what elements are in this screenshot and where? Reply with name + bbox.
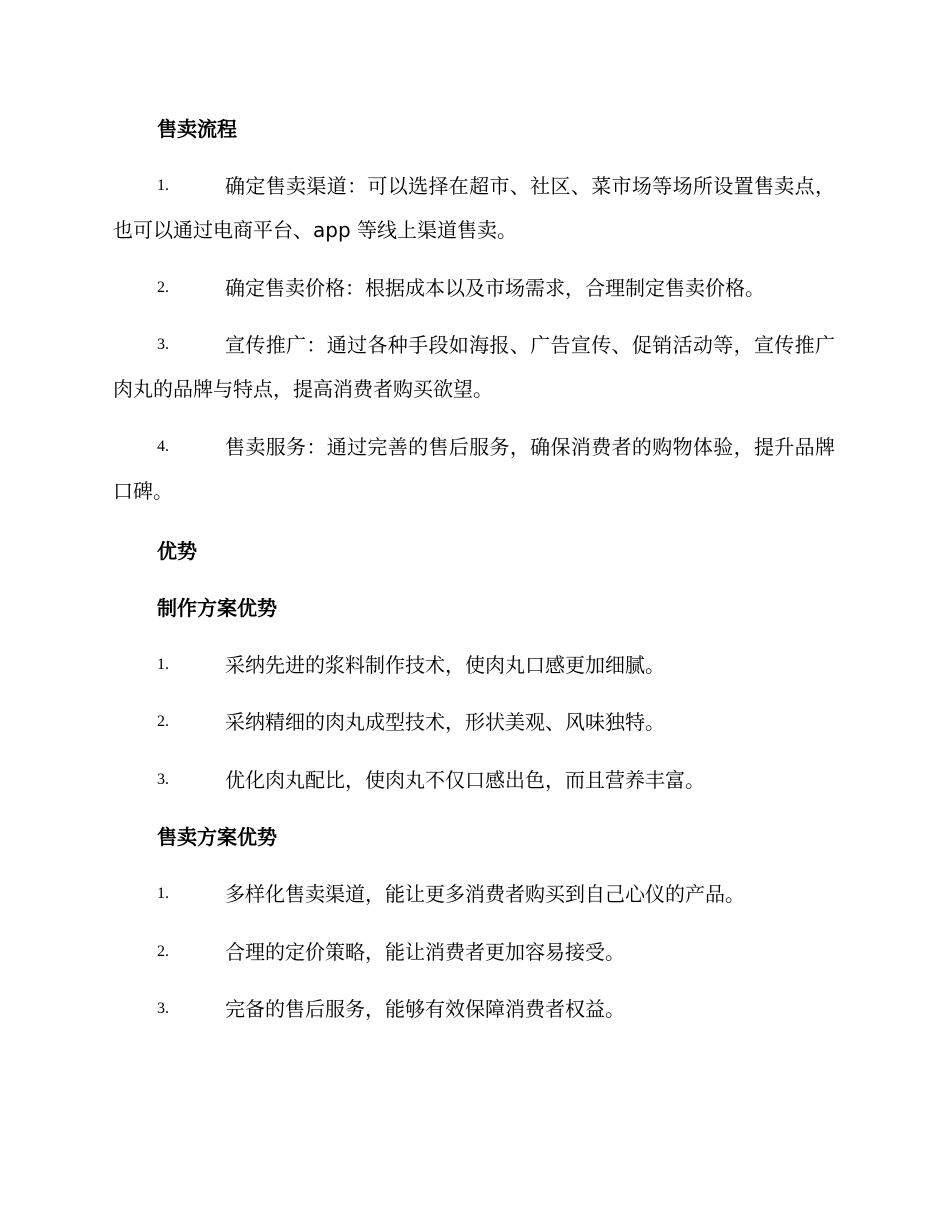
list-item-number: 3. — [157, 771, 169, 788]
list-item-text: 宣传推广：通过各种手段如海报、广告宣传、促销活动等，宣传推广肉丸的品牌与特点，提高消费者购买欲望。 — [113, 333, 835, 401]
list-item-number: 3. — [157, 1000, 169, 1017]
list-item-text: 确定售卖价格：根据成本以及市场需求，合理制定售卖价格。 — [225, 276, 765, 300]
list-item — [113, 872, 835, 916]
list-item — [113, 643, 835, 687]
list-item-number: 1. — [157, 177, 169, 194]
list-item-number: 1. — [157, 656, 169, 673]
list-item — [113, 700, 835, 744]
list-item-text: 多样化售卖渠道，能让更多消费者购买到自己心仪的产品。 — [225, 882, 745, 906]
list-item — [113, 930, 835, 974]
list-item-text: 完备的售后服务，能够有效保障消费者权益。 — [225, 997, 625, 1021]
list-item-text: 优化肉丸配比，使肉丸不仅口感出色，而且营养丰富。 — [225, 768, 705, 792]
list-item-number: 2. — [157, 713, 169, 730]
list-item-number: 2. — [157, 279, 169, 296]
list-item — [113, 758, 835, 802]
list-item-number: 1. — [157, 885, 169, 902]
list-item — [113, 266, 835, 310]
list-item-text: 采纳先进的浆料制作技术，使肉丸口感更加细腻。 — [225, 653, 665, 677]
list-item-number: 2. — [157, 943, 169, 960]
section-heading-advantages: 优势 — [157, 539, 197, 563]
list-item — [113, 323, 835, 411]
list-item-text: 合理的定价策略，能让消费者更加容易接受。 — [225, 940, 625, 964]
list-item-text: 确定售卖渠道：可以选择在超市、社区、菜市场等场所设置售卖点，也可以通过电商平台、app 等线上渠道售卖。 — [113, 174, 835, 242]
list-item-text: 采纳精细的肉丸成型技术，形状美观、风味独特。 — [225, 710, 665, 734]
section-heading-sales-advantages: 售卖方案优势 — [157, 825, 277, 849]
list-item-text: 售卖服务：通过完善的售后服务，确保消费者的购物体验，提升品牌口碑。 — [113, 435, 835, 503]
list-item — [113, 425, 835, 513]
list-item-number: 4. — [157, 438, 169, 455]
list-item — [113, 164, 835, 252]
list-item-number: 3. — [157, 336, 169, 353]
section-heading-production-advantages: 制作方案优势 — [157, 596, 277, 620]
section-heading-sales-process: 售卖流程 — [157, 117, 237, 141]
list-item — [113, 987, 835, 1031]
